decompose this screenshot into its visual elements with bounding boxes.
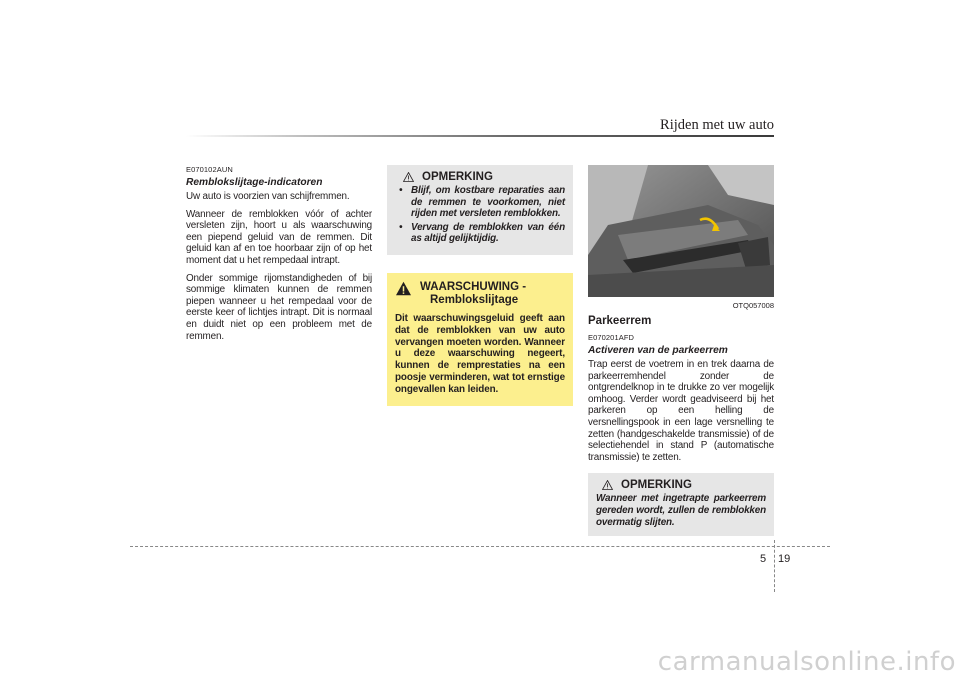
paragraph: Wanneer de remblokken vóór of achter versleten zijn, hoort u als waarschuwing een piepend geluid van de remmen. Dit geluid kan af en toe hoorbaar zijn of op het moment dat u het rempedaal intrapt. — [186, 208, 372, 266]
note-header — [397, 171, 565, 183]
paragraph: Uw auto is voorzien van schijfremmen. — [186, 191, 350, 202]
paragraph: Trap eerst de voetrem in en trek daarna de parkeerremhendel zonder de ontgrendelknop in te drukke zo ver mogelijk omhoog. Verder wordt geadviseerd bij het parkeren op een helling de versnellingspook in een lage versnelling te zetten (handgeschakelde transmissie) of de selectiehendel in stand P (automatische transmissie) te zetten. — [588, 359, 774, 463]
note-header — [596, 479, 766, 491]
column-2 — [387, 165, 573, 406]
subheading: Remblokslijtage-indicatoren — [186, 177, 323, 188]
chapter-number: 5 — [760, 553, 767, 565]
footer-rule — [130, 546, 830, 547]
column-3 — [588, 165, 774, 536]
section-title: Parkeerrem — [588, 315, 652, 327]
note-title: OPMERKING — [422, 171, 493, 183]
caution-triangle-icon — [403, 172, 414, 182]
section-code: E070201AFD — [588, 333, 635, 342]
running-header: Rijden met uw auto — [660, 117, 774, 133]
watermark: carmanualsonline.info — [657, 647, 956, 677]
warning-body: Dit waarschuwingsgeluid geeft aan dat de remblokken van uw auto vervangen moeten worden. Wanneer u deze waarschuwing negeert, kunnen de remprestaties na een poosje verminderen, wat tot ernstige ongevallen kan leiden. — [395, 312, 565, 395]
paragraph: Onder sommige rijomstandigheden of bij sommige klimaten kunnen de remmen piepen wanneer u het rempedaal voor de eerste keer of lichtjes intrapt. Dit is normaal en duidt niet op een probleem met de remmen. — [186, 272, 372, 342]
note-item: • Vervang de remblokken van één as altijd gelijktijdig. — [399, 221, 565, 245]
warning-subtitle: Remblokslijtage — [430, 293, 519, 306]
note-list — [397, 185, 565, 245]
photo-caption: OTQ057008 — [732, 301, 774, 310]
header-rule — [186, 135, 774, 137]
warning-header — [395, 281, 565, 307]
note-item: • Blijf, om kostbare reparaties aan de remmen te voorkomen, niet rijden met versleten remblokken. — [399, 185, 565, 220]
section-code: E070102AUN — [186, 165, 233, 174]
subheading: Activeren van de parkeerrem — [588, 345, 728, 356]
note-box — [387, 165, 573, 255]
column-1 — [186, 165, 372, 348]
note-title: OPMERKING — [621, 479, 692, 492]
footer-divider — [774, 540, 775, 592]
warning-triangle-icon — [395, 281, 412, 296]
warning-title: WAARSCHUWING - — [420, 280, 527, 293]
note-box — [588, 473, 774, 536]
parking-brake-photo — [588, 165, 774, 297]
page-number: 19 — [778, 553, 791, 565]
note-body: Wanneer met ingetrapte parkeerrem gereden wordt, zullen de remblokken overmatig slijten. — [596, 493, 766, 528]
caution-triangle-icon — [602, 480, 613, 490]
warning-box — [387, 273, 573, 406]
